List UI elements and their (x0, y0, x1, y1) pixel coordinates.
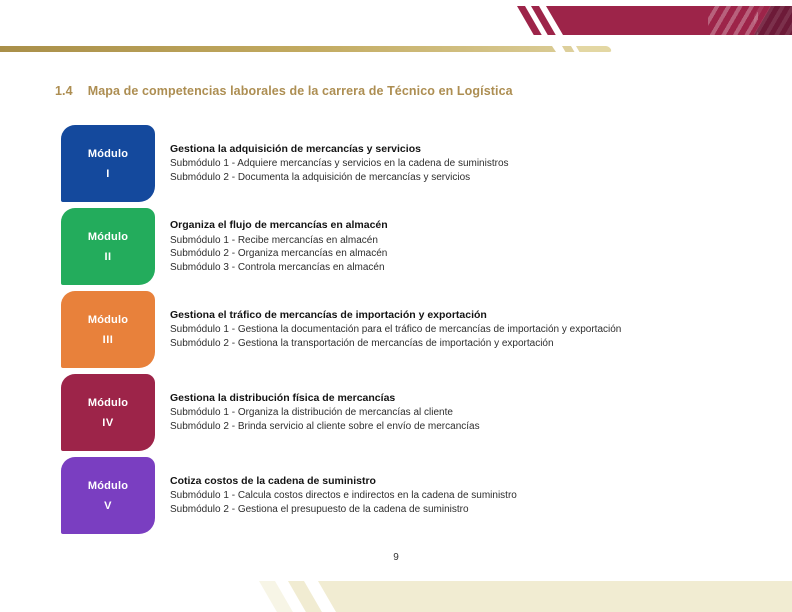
module-submodule: Submódulo 2 - Brinda servicio al cliente sobre el envío de mercancías (170, 420, 480, 432)
module-label: Módulo (87, 479, 129, 492)
module-badge (61, 291, 155, 368)
module-badge (61, 374, 155, 451)
module-numeral: II (104, 250, 112, 263)
module-numeral: IV (102, 416, 114, 429)
module-title: Gestiona la distribución física de mercancías (170, 391, 396, 404)
section-title: Mapa de competencias laborales de la carrera de Técnico en Logística (87, 84, 513, 98)
section-number: 1.4 (55, 84, 73, 98)
gold-rule-segment (576, 46, 612, 52)
module-title: Organiza el flujo de mercancías en almacén (170, 219, 388, 231)
footer-accent-band (318, 581, 792, 612)
module-label: Módulo (87, 230, 129, 243)
header-accent-band (546, 6, 792, 35)
module-submodule: Submódulo 1 - Recibe mercancías en almacén (170, 234, 378, 246)
module-title: Gestiona el tráfico de mercancías de importación y exportación (170, 308, 487, 321)
module-row (61, 457, 772, 534)
gold-rule-segment (562, 46, 574, 52)
module-title: Cotiza costos de la cadena de suministro (170, 474, 376, 487)
module-text (170, 219, 388, 274)
module-numeral: I (106, 167, 110, 180)
section-heading (55, 84, 513, 98)
module-text (170, 143, 509, 185)
module-numeral: III (102, 333, 114, 346)
module-text (170, 475, 517, 517)
footer-band-stripe-icon (288, 581, 322, 612)
module-label: Módulo (87, 147, 129, 160)
module-submodule: Submódulo 1 - Adquiere mercancías y servicios en la cadena de suministros (170, 158, 509, 170)
module-submodule: Submódulo 1 - Organiza la distribución de mercancías al cliente (170, 407, 453, 419)
footer-band-stripe-icon (259, 581, 293, 612)
module-numeral: V (104, 499, 112, 512)
module-label: Módulo (87, 396, 129, 409)
module-text (170, 392, 480, 434)
module-submodule: Submódulo 1 - Gestiona la documentación para el tráfico de mercancías de importación y exportación (170, 324, 622, 336)
module-text (170, 309, 621, 351)
header-band-dark-stripes-icon (754, 6, 792, 35)
module-submodule: Submódulo 2 - Gestiona el presupuesto de la cadena de suministro (170, 503, 469, 515)
module-submodule: Submódulo 2 - Gestiona la transportación de mercancías de importación y exportación (170, 337, 554, 349)
module-submodule: Submódulo 1 - Calcula costos directos e indirectos en la cadena de suministro (170, 490, 517, 502)
module-label: Módulo (87, 313, 129, 326)
module-row (61, 125, 772, 202)
module-row (61, 291, 772, 368)
module-row (61, 374, 772, 451)
module-badge (61, 208, 155, 285)
module-submodule: Submódulo 2 - Documenta la adquisición de mercancías y servicios (170, 171, 471, 183)
module-submodule: Submódulo 2 - Organiza mercancías en almacén (170, 248, 388, 259)
module-badge (61, 457, 155, 534)
page-number: 9 (393, 552, 399, 563)
module-title: Gestiona la adquisición de mercancías y servicios (170, 142, 421, 155)
gold-rule (0, 46, 556, 52)
header-band-highlight-stripes-icon (708, 6, 758, 35)
competency-map (61, 125, 772, 540)
module-submodule: Submódulo 3 - Controla mercancías en almacén (170, 261, 385, 273)
module-badge (61, 125, 155, 202)
module-row (61, 208, 772, 285)
